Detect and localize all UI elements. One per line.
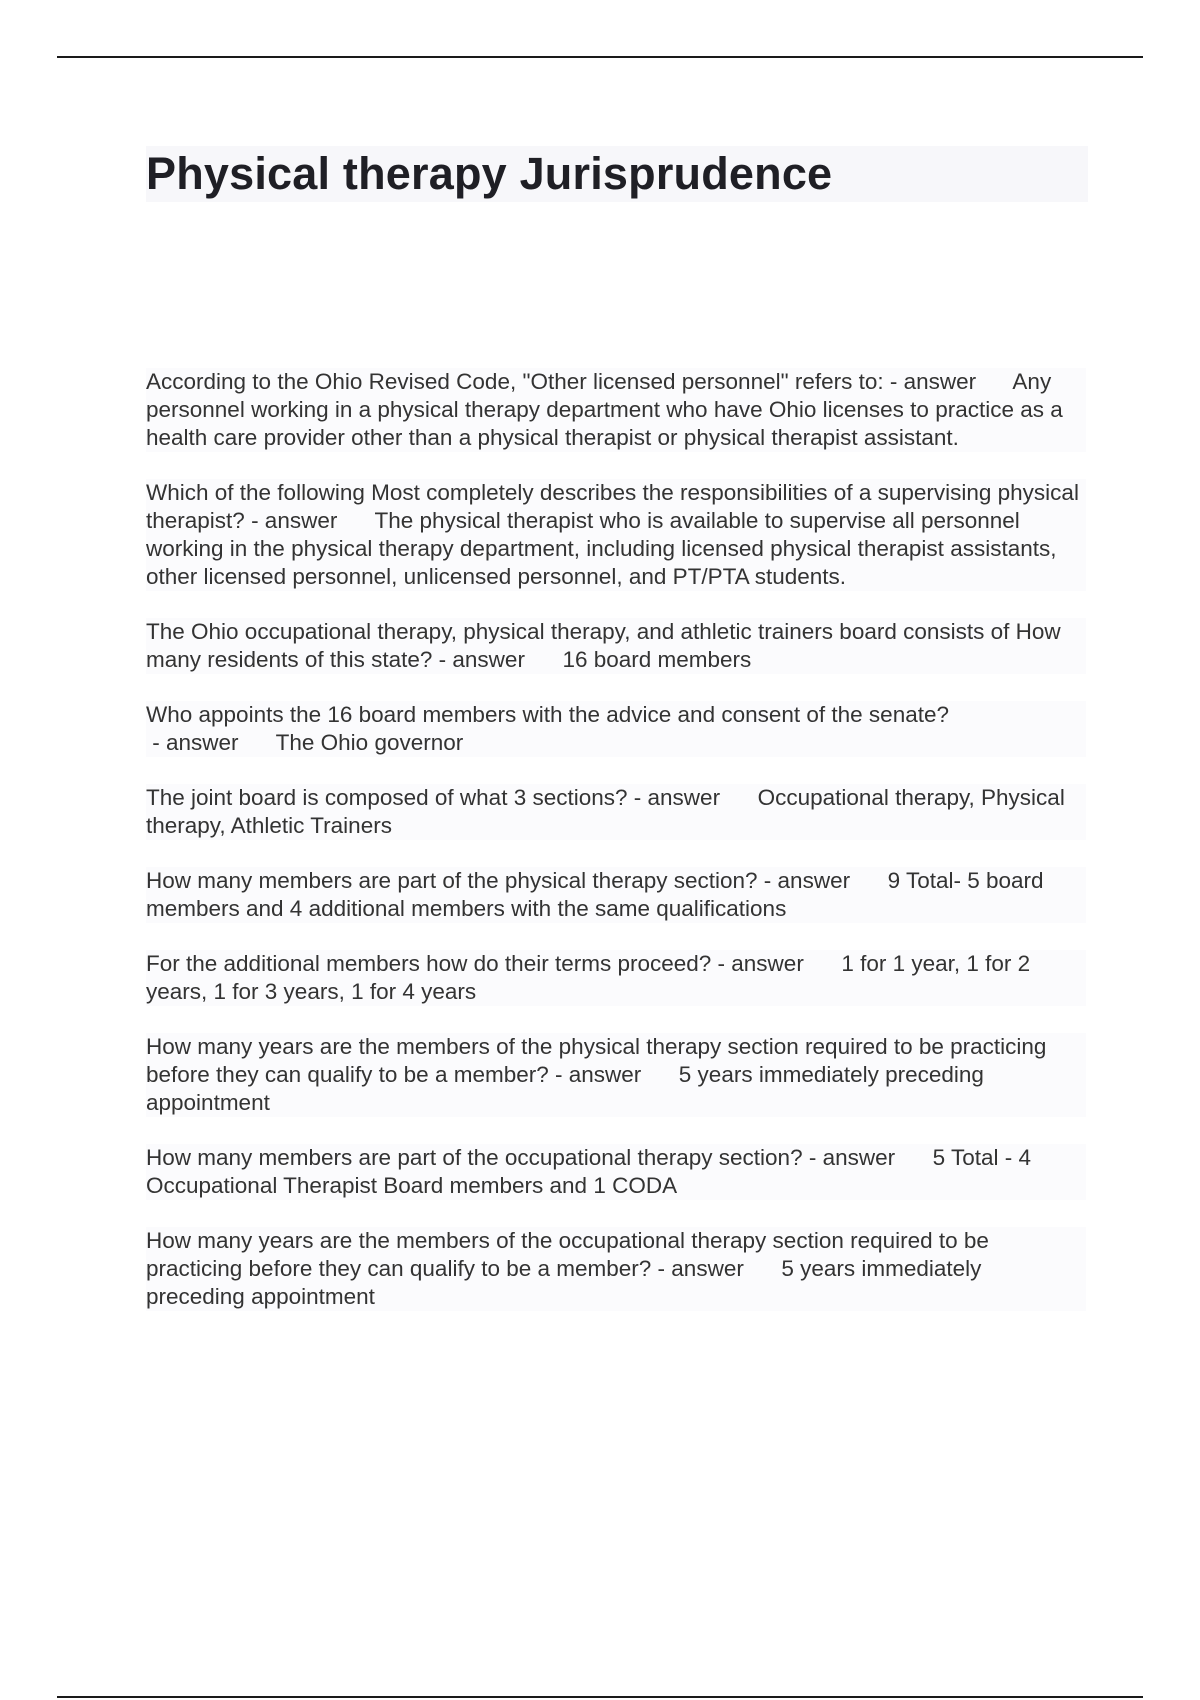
answer-separator: - answer	[757, 868, 888, 893]
answer-separator: - answer	[883, 369, 1013, 394]
footer-rule	[57, 1696, 1143, 1698]
answer-text: 16 board members	[562, 647, 752, 672]
answer-text: Occupational therapy, Physical therapy, Athletic Trainers	[146, 785, 1065, 838]
answer-text: The Ohio governor	[275, 730, 464, 755]
answer-separator: - answer	[802, 1145, 933, 1170]
question-text: Which of the following Most completely describes the responsibilities of a supervising physical therapist?	[146, 480, 1079, 533]
page-title: Physical therapy Jurisprudence	[146, 148, 833, 199]
question-text: According to the Ohio Revised Code, "Other licensed personnel" refers to:	[146, 369, 884, 394]
answer-separator: - answer	[651, 1256, 782, 1281]
qa-item-2	[146, 479, 1086, 591]
answer-text: 5 years immediately preceding appointment	[146, 1062, 984, 1115]
qa-item-9	[146, 1144, 1086, 1200]
answer-text: Any personnel working in a physical therapy department who have Ohio licenses to practice as a health care provider other than a physical therapist or physical therapist assistant.	[146, 369, 1063, 450]
answer-separator: - answer	[146, 730, 276, 755]
qa-item-1	[146, 368, 1086, 452]
header-rule	[57, 56, 1143, 58]
question-text: How many years are the members of the physical therapy section required to be practicing before they can qualify to be a member?	[146, 1034, 1047, 1087]
answer-separator: - answer	[711, 951, 842, 976]
qa-item-5	[146, 784, 1086, 840]
qa-item-10	[146, 1227, 1086, 1311]
qa-item-6	[146, 867, 1086, 923]
question-text: Who appoints the 16 board members with the advice and consent of the senate?	[146, 702, 950, 727]
qa-list	[146, 368, 1086, 1338]
title-block	[146, 146, 1088, 202]
question-text: The Ohio occupational therapy, physical therapy, and athletic trainers board consists of How many residents of this state?	[146, 619, 1061, 672]
qa-item-3	[146, 618, 1086, 674]
answer-text: The physical therapist who is available to supervise all personnel working in the physical therapy department, including licensed physical therapist assistants, other licensed personnel, unlicensed personnel, and PT/PTA students.	[146, 508, 1057, 589]
answer-text: 9 Total- 5 board members and 4 additional members with the same qualifications	[146, 868, 1044, 921]
answer-separator: - answer	[548, 1062, 679, 1087]
question-text: How many members are part of the occupational therapy section?	[146, 1145, 803, 1170]
qa-item-7	[146, 950, 1086, 1006]
question-text: For the additional members how do their terms proceed?	[146, 951, 712, 976]
answer-separator: - answer	[244, 508, 375, 533]
answer-separator: - answer	[432, 647, 563, 672]
answer-text: 1 for 1 year, 1 for 2 years, 1 for 3 years, 1 for 4 years	[146, 951, 1031, 1004]
qa-item-4	[146, 701, 1086, 757]
answer-separator: - answer	[627, 785, 758, 810]
question-text: The joint board is composed of what 3 sections?	[146, 785, 628, 810]
answer-text: 5 years immediately preceding appointment	[146, 1256, 982, 1309]
question-text: How many years are the members of the occupational therapy section required to be practicing before they can qualify to be a member?	[146, 1228, 989, 1281]
question-text: How many members are part of the physical therapy section?	[146, 868, 758, 893]
qa-item-8	[146, 1033, 1086, 1117]
answer-text: 5 Total - 4 Occupational Therapist Board members and 1 CODA	[146, 1145, 1032, 1198]
